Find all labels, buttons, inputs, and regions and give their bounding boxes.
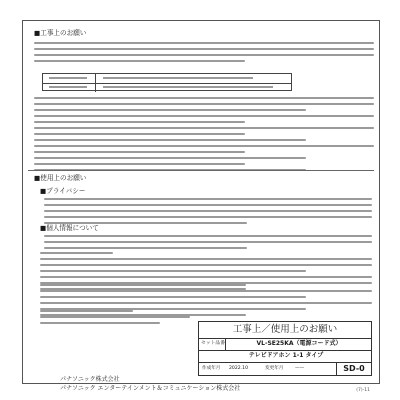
section-divider: [28, 170, 374, 171]
revision-info: [199, 362, 337, 375]
subheading-privacy: ■プライバシー: [40, 187, 86, 195]
construction-text-block: [34, 42, 374, 66]
section-heading-usage: ■使用上のお願い: [34, 174, 87, 182]
revised-label: 変更年月: [265, 366, 284, 371]
transfer-text-block: [40, 310, 190, 328]
section-heading-construction: ■工事上のお願い: [34, 29, 87, 37]
page-number: (7)-11: [356, 388, 370, 393]
cable-spec-table: [42, 73, 292, 91]
created-value: 2022.10: [229, 366, 248, 371]
set-number-label: セット品番: [201, 338, 226, 350]
personal-info-text-block: [44, 235, 372, 253]
document-title: 工事上／使用上のお願い: [199, 322, 371, 339]
revised-value: ——: [295, 366, 305, 371]
construction-notes-block: [34, 97, 374, 175]
subheading-personal-info: ■個人情報について: [40, 224, 99, 232]
sheet-code: SD-0: [336, 362, 371, 375]
title-block: [198, 321, 372, 376]
set-number-value: VL-SE25KA（電源コード式）: [256, 340, 342, 347]
product-type-value: テレビドアホン 1-1 タイプ: [248, 352, 324, 359]
company-name-2: パナソニック エンターテインメント＆コミュニケーション株式会社: [60, 385, 241, 392]
company-name-1: パナソニック株式会社: [60, 376, 120, 383]
created-label: 作成年月: [202, 366, 221, 371]
